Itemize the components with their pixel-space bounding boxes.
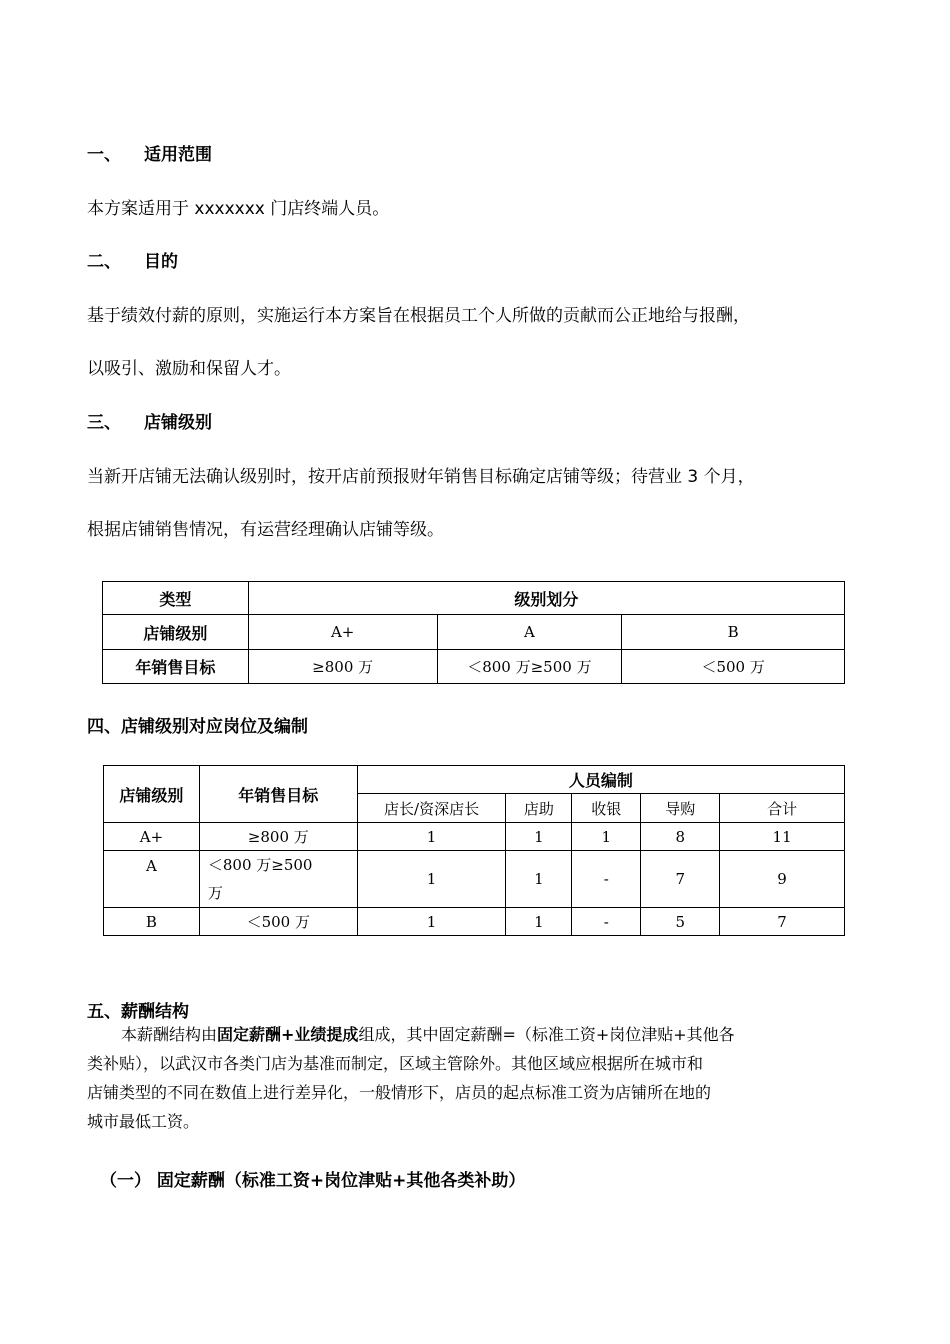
subheader-total: 合计 xyxy=(720,794,845,823)
count-cell: 9 xyxy=(720,851,845,908)
bold-text: 固定薪酬+业绩提成 xyxy=(217,1025,359,1044)
target-cell: ≥800 万 xyxy=(199,823,357,851)
target-cell: ≥800 万 xyxy=(248,650,437,684)
target-line: ＜800 万≥500 xyxy=(207,856,313,874)
count-cell: 1 xyxy=(506,851,572,908)
section-number: 三、 xyxy=(87,413,121,433)
header-staffing: 人员编制 xyxy=(357,766,844,794)
target-cell: ＜800 万≥500 万 xyxy=(437,650,622,684)
count-cell: 11 xyxy=(720,823,845,851)
count-cell: - xyxy=(572,851,641,908)
section-heading-4: 四、店铺级别对应岗位及编制 xyxy=(87,717,308,737)
section-heading-3 xyxy=(87,408,212,433)
level-text-line1: 当新开店铺无法确认级别时，按开店前预报财年销售目标确定店铺等级；待营业 3 个月， xyxy=(87,467,755,487)
level-cell: B xyxy=(622,615,845,650)
header-annual-target: 年销售目标 xyxy=(199,766,357,823)
count-cell: 8 xyxy=(641,823,720,851)
scope-text: 本方案适用于 xxxxxxx 门店终端人员。 xyxy=(87,199,390,219)
target-cell: ＜500 万 xyxy=(199,908,357,936)
count-cell: 1 xyxy=(357,851,506,908)
level-cell: A xyxy=(104,851,200,908)
level-cell: A+ xyxy=(104,823,200,851)
count-cell: 1 xyxy=(357,823,506,851)
section-title: 店铺级别 xyxy=(144,413,212,433)
level-cell: A+ xyxy=(248,615,437,650)
count-cell: 7 xyxy=(641,851,720,908)
subheader-assistant: 店助 xyxy=(506,794,572,823)
paragraph-line: 类补贴），以武汉市各类门店为基准而制定，区域主管除外。其他区域应根据所在城市和 xyxy=(87,1054,704,1073)
section-title: 目的 xyxy=(144,252,178,272)
target-line: 万 xyxy=(207,884,223,902)
subheader-manager: 店长/资深店长 xyxy=(357,794,506,823)
section-heading-2 xyxy=(87,247,178,272)
staffing-table xyxy=(103,765,845,936)
paragraph-line: 城市最低工资。 xyxy=(87,1112,200,1131)
salary-structure-paragraph xyxy=(87,1020,847,1136)
target-cell: ＜500 万 xyxy=(622,650,845,684)
paragraph-line: 店铺类型的不同在数值上进行差异化，一般情形下，店员的起点标准工资为店铺所在地的 xyxy=(87,1083,712,1102)
level-cell: A xyxy=(437,615,622,650)
subheader-sales-guide: 导购 xyxy=(641,794,720,823)
table-row xyxy=(104,908,845,936)
count-cell: 1 xyxy=(506,823,572,851)
section-number: 二、 xyxy=(87,252,121,272)
subsection-heading: （一） 固定薪酬（标准工资+岗位津贴+其他各类补助） xyxy=(100,1171,526,1191)
purpose-text-line1: 基于绩效付薪的原则，实施运行本方案旨在根据员工个人所做的贡献而公正地给与报酬， xyxy=(87,306,750,326)
table-row xyxy=(104,823,845,851)
purpose-text-line2: 以吸引、激励和保留人才。 xyxy=(87,359,291,379)
count-cell: 1 xyxy=(572,823,641,851)
row-label-store-level: 店铺级别 xyxy=(103,615,249,650)
header-store-level: 店铺级别 xyxy=(104,766,200,823)
count-cell: 7 xyxy=(720,908,845,936)
section-heading-5: 五、薪酬结构 xyxy=(87,1002,189,1022)
level-cell: B xyxy=(104,908,200,936)
paragraph-line xyxy=(87,1020,847,1049)
table-row xyxy=(104,851,845,908)
count-cell: 5 xyxy=(641,908,720,936)
header-type: 类型 xyxy=(103,582,249,615)
section-number: 一、 xyxy=(87,145,121,165)
subheader-cashier: 收银 xyxy=(572,794,641,823)
target-cell xyxy=(199,851,357,908)
section-title: 适用范围 xyxy=(144,145,212,165)
count-cell: 1 xyxy=(357,908,506,936)
row-label-annual-target: 年销售目标 xyxy=(103,650,249,684)
level-text-line2: 根据店铺销售情况，有运营经理确认店铺等级。 xyxy=(87,520,444,540)
text-span: 本薪酬结构由 xyxy=(121,1025,218,1044)
count-cell: 1 xyxy=(506,908,572,936)
count-cell: - xyxy=(572,908,641,936)
header-level-division: 级别划分 xyxy=(248,582,844,615)
text-span: 组成，其中固定薪酬=（标准工资+岗位津贴+其他各 xyxy=(358,1025,735,1044)
store-level-table xyxy=(102,581,845,684)
section-heading-1 xyxy=(87,140,212,165)
